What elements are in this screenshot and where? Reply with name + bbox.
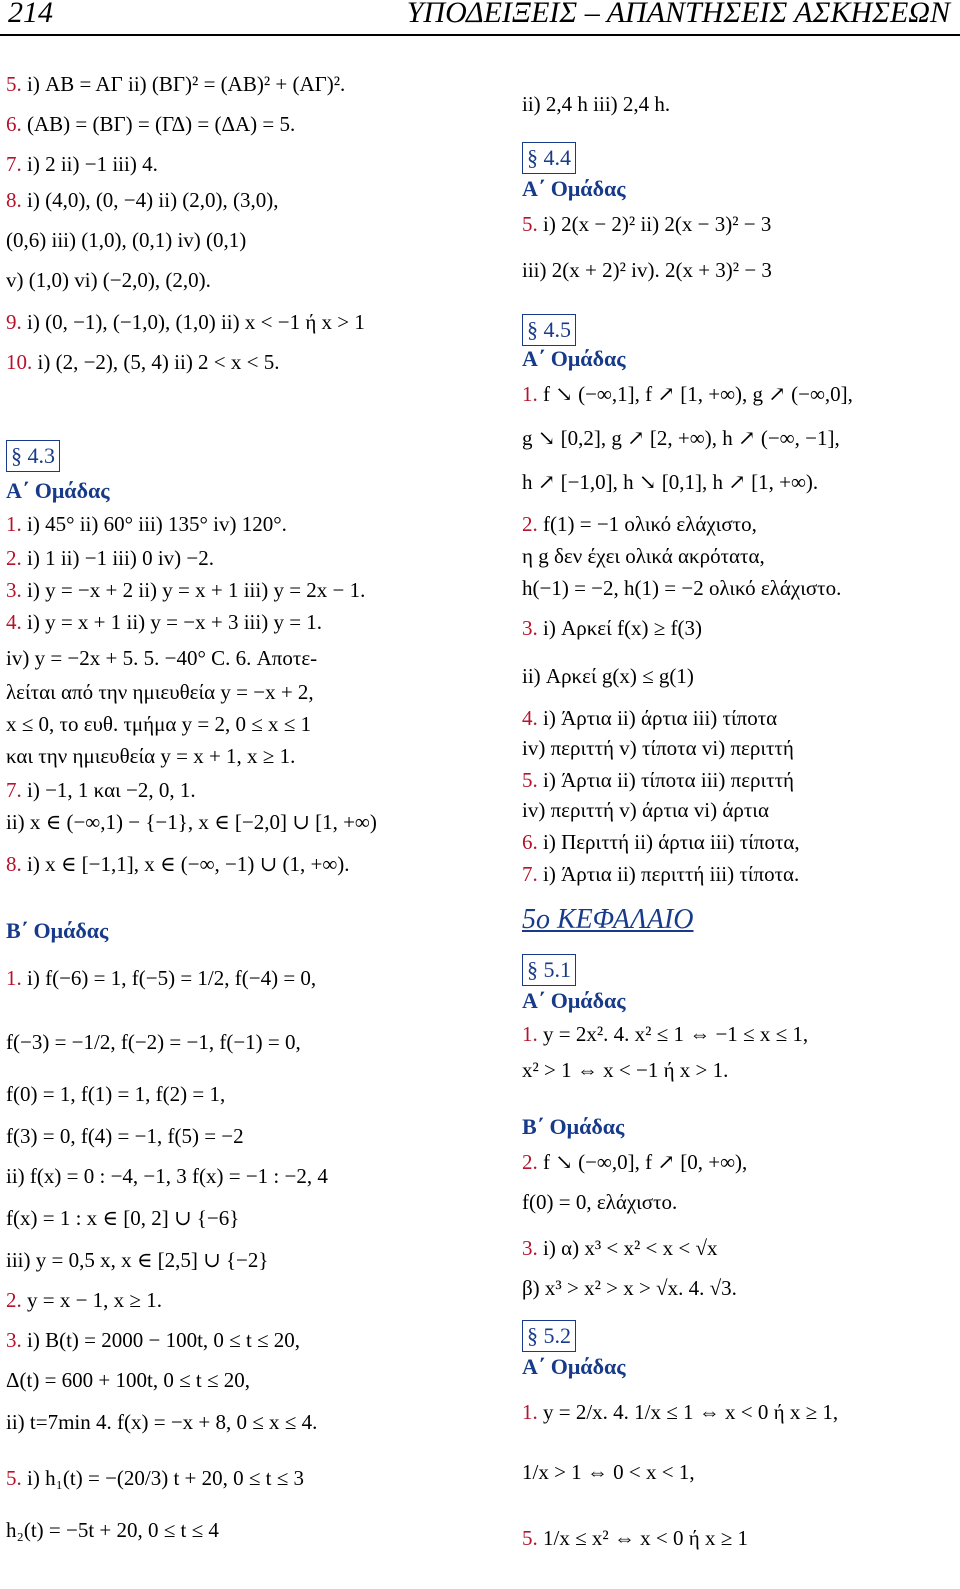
answer-line: 1. f ↘ (−∞,1], f ↗ [1, +∞), g ↗ (−∞,0], (522, 382, 853, 406)
answer-line: f(3) = 0, f(4) = −1, f(5) = −2 (6, 1124, 244, 1148)
answer-line: h₂(t) = −5t + 20, 0 ≤ t ≤ 4 (6, 1518, 219, 1542)
answer-line: ii) t=7min 4. f(x) = −x + 8, 0 ≤ x ≤ 4. (6, 1410, 318, 1434)
answer-line: 6. (ΑΒ) = (ΒΓ) = (ΓΔ) = (ΔΑ) = 5. (6, 112, 296, 136)
group-a-heading: Α΄ Ομάδας (6, 478, 110, 503)
answer-line: 7. i) Άρτια ii) περιττή iii) τίποτα. (522, 862, 800, 886)
answer-line: ii) Αρκεί g(x) ≤ g(1) (522, 664, 694, 688)
answer-line: η g δεν έχει ολικά ακρότατα, (522, 544, 765, 568)
answer-line: 2. i) 1 ii) −1 iii) 0 iv) −2. (6, 546, 215, 570)
answer-line: x² > 1 ⇔ x < −1 ή x > 1. (522, 1058, 729, 1082)
answer-line: iii) 2(x + 2)² iv). 2(x + 3)² − 3 (522, 258, 772, 282)
answer-line: 2. f ↘ (−∞,0], f ↗ [0, +∞), (522, 1150, 748, 1174)
answer-line: 2. y = x − 1, x ≥ 1. (6, 1288, 162, 1312)
answer-line: 4. i) y = x + 1 ii) y = −x + 3 iii) y = 1. (6, 610, 323, 634)
answer-line: 9. i) (0, −1), (−1,0), (1,0) ii) x < −1 ή x > 1 (6, 310, 365, 334)
answer-line: 5. i) ΑΒ = ΑΓ ii) (ΒΓ)² = (ΑΒ)² + (ΑΓ)². (6, 72, 346, 96)
answer-line: 5. 1/x ≤ x² ⇔ x < 0 ή x ≥ 1 (522, 1526, 749, 1550)
answer-line: 5. i) 2(x − 2)² ii) 2(x − 3)² − 3 (522, 212, 772, 236)
answer-line: ii) x ∈ (−∞,1) − {−1}, x ∈ [−2,0] ∪ [1, +∞) (6, 810, 377, 834)
answer-line: Δ(t) = 600 + 100t, 0 ≤ t ≤ 20, (6, 1368, 250, 1392)
answer-line: 6. i) Περιττή ii) άρτια iii) τίποτα, (522, 830, 800, 854)
answer-line: 8. i) (4,0), (0, −4) ii) (2,0), (3,0), (6, 188, 279, 212)
answer-line: 1/x > 1 ⇔ 0 < x < 1, (522, 1460, 695, 1484)
answer-line: f(0) = 0, ελάχιστο. (522, 1190, 678, 1214)
answer-line: λείται από την ημιευθεία y = −x + 2, (6, 680, 314, 704)
answer-line: 10. i) (2, −2), (5, 4) ii) 2 < x < 5. (6, 350, 280, 374)
answer-line: h ↗ [−1,0], h ↘ [0,1], h ↗ [1, +∞). (522, 470, 819, 494)
answer-line: f(x) = 1 : x ∈ [0, 2] ∪ {−6} (6, 1206, 240, 1230)
header-rule (0, 34, 960, 36)
answer-line: 2. f(1) = −1 ολικό ελάχιστο, (522, 512, 757, 536)
answer-line: iv) περιττή v) τίποτα vi) περιττή (522, 736, 794, 760)
answer-line: iv) y = −2x + 5. 5. −40° C. 6. Αποτε- (6, 646, 318, 670)
answer-line: v) (1,0) vi) (−2,0), (2,0). (6, 268, 211, 292)
group-b-heading: Β΄ Ομάδας (522, 1114, 625, 1139)
group-a-heading: Α΄ Ομάδας (522, 988, 626, 1013)
answer-line: 3. i) Β(t) = 2000 − 100t, 0 ≤ t ≤ 20, (6, 1328, 301, 1352)
answer-line: ii) f(x) = 0 : −4, −1, 3 f(x) = −1 : −2, 4 (6, 1164, 328, 1188)
answer-line: 3. i) Αρκεί f(x) ≥ f(3) (522, 616, 703, 640)
answer-line: 7. i) 2 ii) −1 iii) 4. (6, 152, 158, 176)
answer-line: 5. i) h₁(t) = −(20/3) t + 20, 0 ≤ t ≤ 3 (6, 1466, 305, 1490)
answer-line: iii) y = 0,5 x, x ∈ [2,5] ∪ {−2} (6, 1248, 269, 1272)
running-title: ΥΠΟΔΕΙΞΕΙΣ – ΑΠΑΝΤΗΣΕΙΣ ΑΣΚΗΣΕΩΝ (406, 0, 950, 29)
answer-line: (0,6) iii) (1,0), (0,1) iv) (0,1) (6, 228, 247, 252)
group-a-heading: Α΄ Ομάδας (522, 1354, 626, 1379)
section-4-5-heading: § 4.5 (522, 314, 576, 346)
answer-line: ii) 2,4 h iii) 2,4 h. (522, 92, 671, 116)
answer-line: 3. i) α) x³ < x² < x < √x (522, 1236, 718, 1260)
page-header (0, 0, 960, 38)
section-4-3-heading: § 4.3 (6, 440, 60, 472)
page-number: 214 (8, 0, 53, 29)
answer-line: 7. i) −1, 1 και −2, 0, 1. (6, 778, 196, 802)
answer-line: 1. y = 2/x. 4. 1/x ≤ 1 ⇔ x < 0 ή x ≥ 1, (522, 1400, 839, 1424)
answer-line: 4. i) Άρτια ii) άρτια iii) τίποτα (522, 706, 778, 730)
answer-line: και την ημιευθεία y = x + 1, x ≥ 1. (6, 744, 296, 768)
section-5-1-heading: § 5.1 (522, 954, 576, 986)
answer-line: 1. i) f(−6) = 1, f(−5) = 1/2, f(−4) = 0, (6, 966, 317, 990)
group-b-heading: Β΄ Ομάδας (6, 918, 109, 943)
answer-line: 3. i) y = −x + 2 ii) y = x + 1 iii) y = 2x − 1. (6, 578, 366, 602)
answer-line: f(0) = 1, f(1) = 1, f(2) = 1, (6, 1082, 226, 1106)
answer-line: x ≤ 0, το ευθ. τμήμα y = 2, 0 ≤ x ≤ 1 (6, 712, 312, 736)
answer-line: β) x³ > x² > x > √x. 4. √3. (522, 1276, 737, 1300)
section-5-2-heading: § 5.2 (522, 1320, 576, 1352)
section-4-4-heading: § 4.4 (522, 142, 576, 174)
group-a-heading: Α΄ Ομάδας (522, 176, 626, 201)
answer-line: 1. y = 2x². 4. x² ≤ 1 ⇔ −1 ≤ x ≤ 1, (522, 1022, 809, 1046)
chapter-heading: 5ο ΚΕΦΑΛΑΙΟ (522, 904, 694, 935)
answer-line: iv) περιττή v) άρτια vi) άρτια (522, 798, 769, 822)
answer-line: 8. i) x ∈ [−1,1], x ∈ (−∞, −1) ∪ (1, +∞). (6, 852, 350, 876)
answer-line: g ↘ [0,2], g ↗ [2, +∞), h ↗ (−∞, −1], (522, 426, 840, 450)
group-a-heading: Α΄ Ομάδας (522, 346, 626, 371)
answer-line: h(−1) = −2, h(1) = −2 ολικό ελάχιστο. (522, 576, 842, 600)
answer-line: 1. i) 45° ii) 60° iii) 135° iv) 120°. (6, 512, 287, 536)
answer-line: f(−3) = −1/2, f(−2) = −1, f(−1) = 0, (6, 1030, 301, 1054)
answer-line: 5. i) Άρτια ii) τίποτα iii) περιττή (522, 768, 795, 792)
